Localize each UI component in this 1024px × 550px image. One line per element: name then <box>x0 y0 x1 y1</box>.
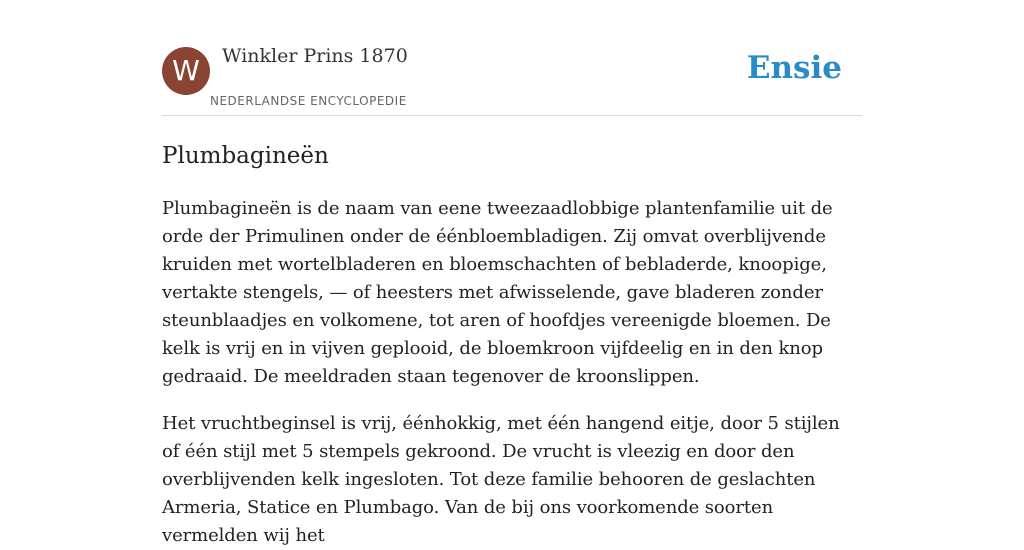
article-title: Plumbagineën <box>162 143 329 169</box>
article-paragraph: Het vruchtbeginsel is vrij, éénhokkig, met één hangend eitje, door 5 stijlen of één stijl met 5 stempels gekroond. De vrucht is vleezig en door den overblijvenden kelk ingesloten. Tot deze familie behooren de geslachten Armeria, Statice en Plumbago. Van de bij ons voorkomende soorten vermelden wij het <box>162 413 840 546</box>
source-title[interactable]: Winkler Prins 1870 <box>222 45 408 67</box>
article-paragraph: Plumbagineën is de naam van eene tweezaadlobbige plantenfamilie uit de orde der Primulinen onder de éénbloembladigen. Zij omvat overblijvende kruiden met wortelbladeren en bloemschachten of bebladerde, knoopige, vertakte stengels, — of heesters met afwisselende, gave bladeren zonder steunblaadjes en volkomene, tot aren of hoofdjes vereenigde bloemen. De kelk is vrij en in vijven geplooid, de bloemkroon vijfdeelig en in den knop gedraaid. De meeldraden staan tegenover de kroonslippen. <box>162 198 833 387</box>
source-subtitle: NEDERLANDSE ENCYCLOPEDIE <box>210 94 407 108</box>
article-page <box>162 0 862 546</box>
header <box>162 0 862 116</box>
ensie-logo[interactable]: Ensie <box>746 50 842 86</box>
source-avatar[interactable]: W <box>162 47 210 95</box>
